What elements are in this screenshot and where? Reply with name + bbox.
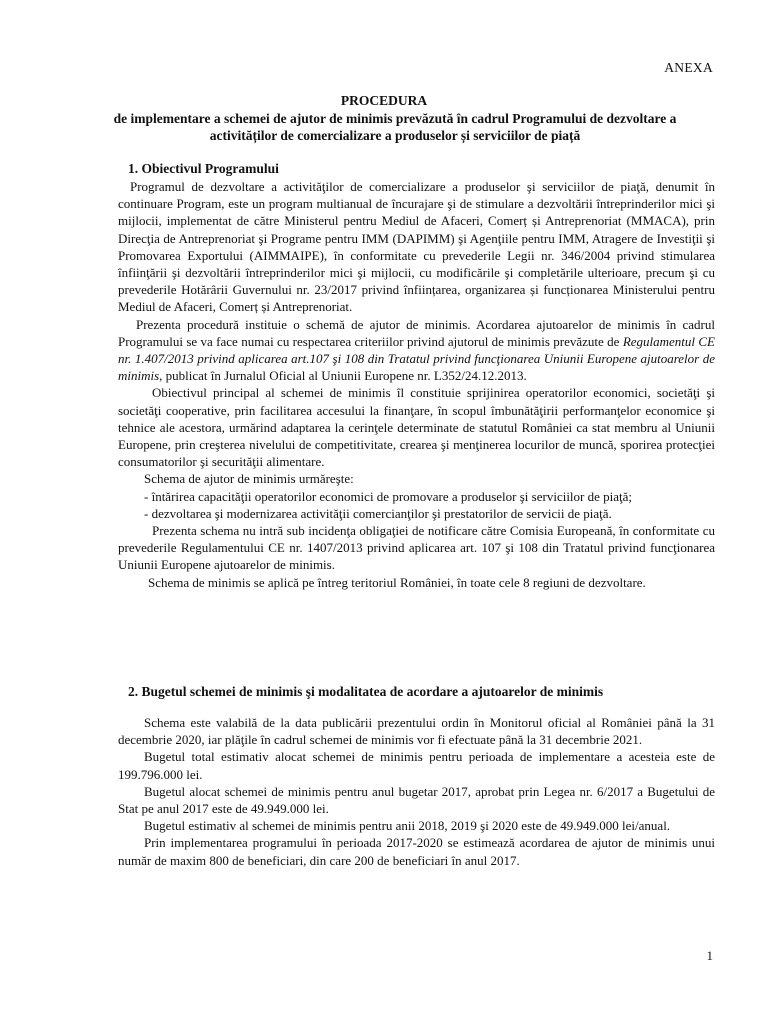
section-2-paragraph-5: Prin implementarea programului în perioada 2017-2020 se estimează acordarea de ajutor de minimis unui număr de maxim 800 de beneficiari, din care 200 de beneficiari în anul 2017.: [118, 835, 715, 868]
section-2-paragraph-4: Bugetul estimativ al schemei de minimis pentru anii 2018, 2019 şi 2020 este de 49.949.000 lei/anual.: [144, 818, 671, 834]
list-item-2: - dezvoltarea şi modernizarea activităţii comercianţilor şi prestatorilor de servicii de piaţă.: [144, 505, 612, 521]
document-title: PROCEDURA: [340, 93, 428, 108]
annex-label: ANEXA: [664, 60, 713, 75]
section-1-paragraph-5: Prezenta schema nu intră sub incidenţa obligaţiei de notificare către Comisia Europeană, în conformitate cu prevederile Regulamentului CE nr. 1407/2013 privind aplicarea art. 107 şi 108 din Tratatul privind funcţionarea Uniunii Europene ajutoarelor de minimis.: [118, 523, 715, 573]
document-subtitle: de implementare a schemei de ajutor de minimis prevăzută în cadrul Programului de dezvoltare a activităților de comercializare a produselor și serviciilor de piață: [113, 111, 677, 143]
section-1-heading: 1. Obiectivul Programului: [128, 161, 279, 176]
section-1-paragraph-1: Programul de dezvoltare a activităţilor de comercializare a produselor şi serviciilor de piaţă, denumit în continuare Program, este un program multianual de încurajare şi de stimulare a dezvoltării întreprinderilor mici şi mijlocii, implementat de către Ministerul pentru Mediul de Afaceri, Comerț și Antreprenoriat (MMACA), prin Direcţia de Antreprenoriat şi Programe pentru IMM (DAPIMM) şi Agenţiile pentru IMM, Atragere de Investiţii şi Promovarea Exportului (AIMMAIPE), în conformitate cu prevederile Legii nr. 346/2004 privind stimularea înfiinţării şi dezvoltării întreprinderilor mici şi mijlocii, cu modificările şi completările ulterioare, precum şi cu prevederile Hotărârii Guvernului nr. 23/2017 privind înființarea, organizarea și funcționarea Ministerului pentru Mediul de Afaceri, Comerț și Antreprenoriat.: [118, 179, 715, 315]
section-1-paragraph-2: [118, 316, 715, 385]
section-2-heading: 2. Bugetul schemei de minimis şi modalitatea de acordare a ajutoarelor de minimis: [128, 684, 604, 699]
section-2-paragraph-2: Bugetul total estimativ alocat schemei de minimis pentru perioada de implementare a acesteia este de 199.796.000 lei.: [118, 749, 715, 782]
list-item-1-text: - întărirea capacităţii operatorilor economici de promovare a produselor şi serviciilor de piaţă;: [144, 488, 633, 504]
section-1-paragraph-4: Schema de ajutor de minimis urmăreşte:: [144, 471, 354, 487]
page-number: 1: [706, 948, 713, 963]
section-2-paragraph-1: Schema este valabilă de la data publicării prezentului ordin în Monitorul oficial al României până la 31 decembrie 2020, iar plăţile în cadrul schemei de minimis vor fi efectuate până la 31 decembrie 2021.: [118, 715, 715, 748]
paragraph-2-text-end: , publicat în Jurnalul Oficial al Uniunii Europene nr. L352/24.12.2013.: [159, 368, 527, 384]
section-1-body: [118, 178, 715, 591]
list-item-1: [118, 488, 715, 505]
section-1-paragraph-3: Obiectivul principal al schemei de minimis îl constituie sprijinirea operatorilor economici, societăţi şi societăţi cooperative, prin facilitarea accesului la finanţare, în scopul îmbunătăţirii performanţelor economice şi tehnice ale acestora, urmărind adaptarea la cerinţele determinate de statutul României ca stat membru al Uniunii Europene, prin creşterea nivelului de competitivitate, crearea şi menţinerea locurilor de muncă, sporirea protecţiei consumatorilor şi securităţii alimentare.: [118, 385, 715, 470]
section-1-paragraph-6: Schema de minimis se aplică pe întreg teritoriul României, în toate cele 8 regiuni de dezvoltare.: [148, 574, 646, 590]
regulation-reference: Regulamentul CE nr. 1.407/2013 privind aplicarea art.107 şi 108 din Tratatul privind funcţionarea Uniunii Europene ajutoarelor de minimis: [118, 333, 715, 384]
section-2-body: [118, 714, 715, 869]
section-2-paragraph-3: Bugetul alocat schemei de minimis pentru anul bugetar 2017, aprobat prin Legea nr. 6/2017 a Bugetului de Stat pe anul 2017 este de 49.949.000 lei.: [118, 783, 715, 817]
paragraph-2-text-start: Prezenta procedură instituie o schemă de ajutor de minimis. Acordarea ajutoarelor de minimis în cadrul Programului se va face numai cu respectarea criteriilor privind ajutorul de minimis prevăzute de: [118, 316, 715, 349]
